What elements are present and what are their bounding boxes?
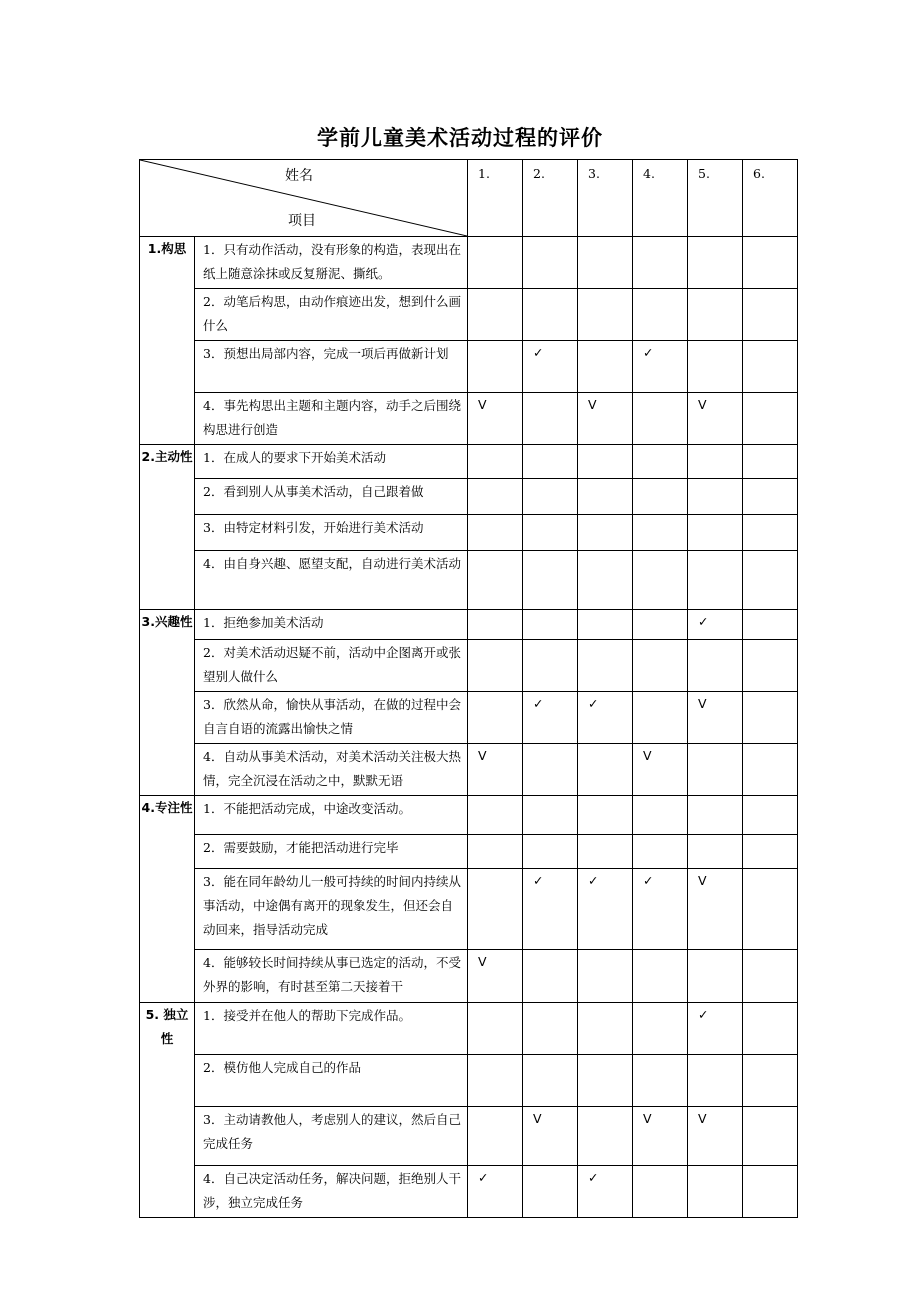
- mark-cell: [633, 640, 688, 692]
- mark-cell: [633, 479, 688, 515]
- criterion-text: 2．模仿他人完成自己的作品: [195, 1055, 468, 1107]
- mark-cell: [468, 341, 523, 393]
- mark-cell: ✓: [523, 341, 578, 393]
- column-header-5: 5.: [688, 160, 743, 237]
- mark-cell: [633, 289, 688, 341]
- table-row: [140, 744, 798, 796]
- mark-cell: [578, 1107, 633, 1166]
- mark-cell: [743, 692, 798, 744]
- mark-cell: [633, 393, 688, 445]
- mark-cell: [523, 515, 578, 551]
- mark-cell: [743, 479, 798, 515]
- mark-cell: [578, 237, 633, 289]
- mark-cell: [688, 445, 743, 479]
- criterion-text: 2．需要鼓励，才能把活动进行完毕: [195, 835, 468, 869]
- mark-cell: V: [633, 744, 688, 796]
- criterion-text: 3．欣然从命，愉快从事活动，在做的过程中会自言自语的流露出愉快之情: [195, 692, 468, 744]
- mark-cell: [578, 515, 633, 551]
- mark-cell: [688, 341, 743, 393]
- mark-cell: [688, 796, 743, 835]
- table-row: [140, 479, 798, 515]
- mark-cell: [523, 1166, 578, 1218]
- mark-cell: [523, 551, 578, 610]
- mark-cell: [578, 289, 633, 341]
- mark-cell: [523, 640, 578, 692]
- table-row: [140, 869, 798, 950]
- category-label: 5. 独立性: [140, 1003, 195, 1218]
- mark-cell: [743, 796, 798, 835]
- mark-cell: ✓: [688, 1003, 743, 1055]
- column-header-6: 6.: [743, 160, 798, 237]
- criterion-text: 3．主动请教他人，考虑别人的建议，然后自己完成任务: [195, 1107, 468, 1166]
- criterion-text: 3．能在同年龄幼儿一般可持续的时间内持续从事活动，中途偶有离开的现象发生，但还会自动回来，指导活动完成: [195, 869, 468, 950]
- mark-cell: [578, 796, 633, 835]
- mark-cell: ✓: [523, 869, 578, 950]
- mark-cell: V: [688, 692, 743, 744]
- mark-cell: [468, 289, 523, 341]
- mark-cell: [688, 237, 743, 289]
- mark-cell: [688, 835, 743, 869]
- table-row: [140, 1003, 798, 1055]
- mark-cell: [468, 692, 523, 744]
- mark-cell: [743, 393, 798, 445]
- mark-cell: [743, 950, 798, 1003]
- mark-cell: [578, 950, 633, 1003]
- mark-cell: [468, 1107, 523, 1166]
- mark-cell: [523, 744, 578, 796]
- mark-cell: ✓: [578, 692, 633, 744]
- table-row: [140, 796, 798, 835]
- mark-cell: [633, 950, 688, 1003]
- evaluation-table: [139, 159, 798, 1218]
- table-row: [140, 610, 798, 640]
- mark-cell: [468, 237, 523, 289]
- criterion-text: 4．能够较长时间持续从事已选定的活动，不受外界的影响，有时甚至第二天接着干: [195, 950, 468, 1003]
- mark-cell: [468, 640, 523, 692]
- mark-cell: [633, 551, 688, 610]
- column-header-1: 1.: [468, 160, 523, 237]
- mark-cell: [633, 1166, 688, 1218]
- mark-cell: [688, 479, 743, 515]
- category-label: 3.兴趣性: [140, 610, 195, 796]
- mark-cell: ✓: [578, 869, 633, 950]
- mark-cell: V: [578, 393, 633, 445]
- mark-cell: [688, 551, 743, 610]
- criterion-text: 1．在成人的要求下开始美术活动: [195, 445, 468, 479]
- mark-cell: [743, 341, 798, 393]
- mark-cell: V: [688, 1107, 743, 1166]
- mark-cell: ✓: [633, 341, 688, 393]
- criterion-text: 1．只有动作活动，没有形象的构造，表现出在纸上随意涂抹或反复掰泥、撕纸。: [195, 237, 468, 289]
- mark-cell: [578, 640, 633, 692]
- mark-cell: [743, 744, 798, 796]
- header-row: [140, 160, 798, 237]
- mark-cell: [743, 515, 798, 551]
- mark-cell: [523, 445, 578, 479]
- mark-cell: [468, 1055, 523, 1107]
- criterion-text: 4．由自身兴趣、愿望支配，自动进行美术活动: [195, 551, 468, 610]
- mark-cell: [468, 1003, 523, 1055]
- mark-cell: [688, 289, 743, 341]
- mark-cell: [743, 551, 798, 610]
- name-header-label: 姓名: [285, 168, 313, 184]
- mark-cell: [743, 445, 798, 479]
- criterion-text: 2．对美术活动迟疑不前，活动中企图离开或张望别人做什么: [195, 640, 468, 692]
- table-row: [140, 289, 798, 341]
- table-row: [140, 341, 798, 393]
- diagonal-header-cell: [140, 160, 468, 237]
- table-row: [140, 1166, 798, 1218]
- mark-cell: [633, 1055, 688, 1107]
- mark-cell: [578, 551, 633, 610]
- mark-cell: ✓: [688, 610, 743, 640]
- criterion-text: 2．动笔后构思，由动作痕迹出发，想到什么画什么: [195, 289, 468, 341]
- mark-cell: [468, 835, 523, 869]
- mark-cell: [578, 445, 633, 479]
- mark-cell: [633, 1003, 688, 1055]
- mark-cell: V: [468, 744, 523, 796]
- table-row: [140, 1107, 798, 1166]
- table-row: [140, 445, 798, 479]
- mark-cell: [523, 1055, 578, 1107]
- table-row: [140, 950, 798, 1003]
- mark-cell: [688, 744, 743, 796]
- criterion-text: 4．事先构思出主题和主题内容，动手之后围绕构思进行创造: [195, 393, 468, 445]
- mark-cell: [688, 950, 743, 1003]
- mark-cell: [743, 640, 798, 692]
- mark-cell: [523, 950, 578, 1003]
- mark-cell: [523, 237, 578, 289]
- mark-cell: [578, 1055, 633, 1107]
- mark-cell: [523, 796, 578, 835]
- table-row: [140, 1055, 798, 1107]
- mark-cell: V: [688, 869, 743, 950]
- category-label: 4.专注性: [140, 796, 195, 1003]
- item-header-label: 项目: [288, 213, 316, 229]
- mark-cell: [523, 479, 578, 515]
- category-label: 2.主动性: [140, 445, 195, 610]
- criterion-text: 2．看到别人从事美术活动，自己跟着做: [195, 479, 468, 515]
- criterion-text: 4．自己决定活动任务，解决问题，拒绝别人干涉，独立完成任务: [195, 1166, 468, 1218]
- criterion-text: 3．由特定材料引发，开始进行美术活动: [195, 515, 468, 551]
- mark-cell: [523, 610, 578, 640]
- mark-cell: [578, 479, 633, 515]
- mark-cell: [468, 551, 523, 610]
- criterion-text: 3．预想出局部内容，完成一项后再做新计划: [195, 341, 468, 393]
- criterion-text: 4．自动从事美术活动，对美术活动关注极大热情，完全沉浸在活动之中，默默无语: [195, 744, 468, 796]
- mark-cell: [578, 610, 633, 640]
- column-header-3: 3.: [578, 160, 633, 237]
- mark-cell: [688, 515, 743, 551]
- table-row: [140, 515, 798, 551]
- category-label: 1.构思: [140, 237, 195, 445]
- mark-cell: [468, 869, 523, 950]
- mark-cell: [468, 445, 523, 479]
- mark-cell: [578, 1003, 633, 1055]
- mark-cell: [633, 445, 688, 479]
- table-row: [140, 692, 798, 744]
- mark-cell: [743, 610, 798, 640]
- mark-cell: [743, 289, 798, 341]
- mark-cell: V: [468, 950, 523, 1003]
- mark-cell: [578, 341, 633, 393]
- mark-cell: [523, 289, 578, 341]
- mark-cell: [743, 869, 798, 950]
- mark-cell: [743, 1107, 798, 1166]
- table-row: [140, 237, 798, 289]
- mark-cell: [743, 237, 798, 289]
- mark-cell: [688, 1055, 743, 1107]
- criterion-text: 1．拒绝参加美术活动: [195, 610, 468, 640]
- mark-cell: [633, 610, 688, 640]
- mark-cell: ✓: [468, 1166, 523, 1218]
- mark-cell: ✓: [633, 869, 688, 950]
- mark-cell: V: [633, 1107, 688, 1166]
- mark-cell: [688, 640, 743, 692]
- table-row: [140, 393, 798, 445]
- mark-cell: [523, 1003, 578, 1055]
- mark-cell: V: [523, 1107, 578, 1166]
- table-row: [140, 835, 798, 869]
- mark-cell: [743, 835, 798, 869]
- table-row: [140, 640, 798, 692]
- column-header-2: 2.: [523, 160, 578, 237]
- mark-cell: [523, 835, 578, 869]
- mark-cell: [633, 835, 688, 869]
- mark-cell: V: [688, 393, 743, 445]
- criterion-text: 1．不能把活动完成，中途改变活动。: [195, 796, 468, 835]
- mark-cell: [578, 744, 633, 796]
- table-row: [140, 551, 798, 610]
- page-title: 学前儿童美术活动过程的评价: [317, 126, 603, 150]
- mark-cell: [468, 515, 523, 551]
- mark-cell: [468, 610, 523, 640]
- criterion-text: 1．接受并在他人的帮助下完成作品。: [195, 1003, 468, 1055]
- mark-cell: [468, 796, 523, 835]
- mark-cell: [688, 1166, 743, 1218]
- mark-cell: [523, 393, 578, 445]
- mark-cell: V: [468, 393, 523, 445]
- mark-cell: [633, 237, 688, 289]
- mark-cell: ✓: [523, 692, 578, 744]
- mark-cell: [468, 479, 523, 515]
- mark-cell: ✓: [578, 1166, 633, 1218]
- mark-cell: [743, 1003, 798, 1055]
- mark-cell: [743, 1055, 798, 1107]
- mark-cell: [633, 796, 688, 835]
- column-header-4: 4.: [633, 160, 688, 237]
- mark-cell: [578, 835, 633, 869]
- mark-cell: [743, 1166, 798, 1218]
- mark-cell: [633, 515, 688, 551]
- mark-cell: [633, 692, 688, 744]
